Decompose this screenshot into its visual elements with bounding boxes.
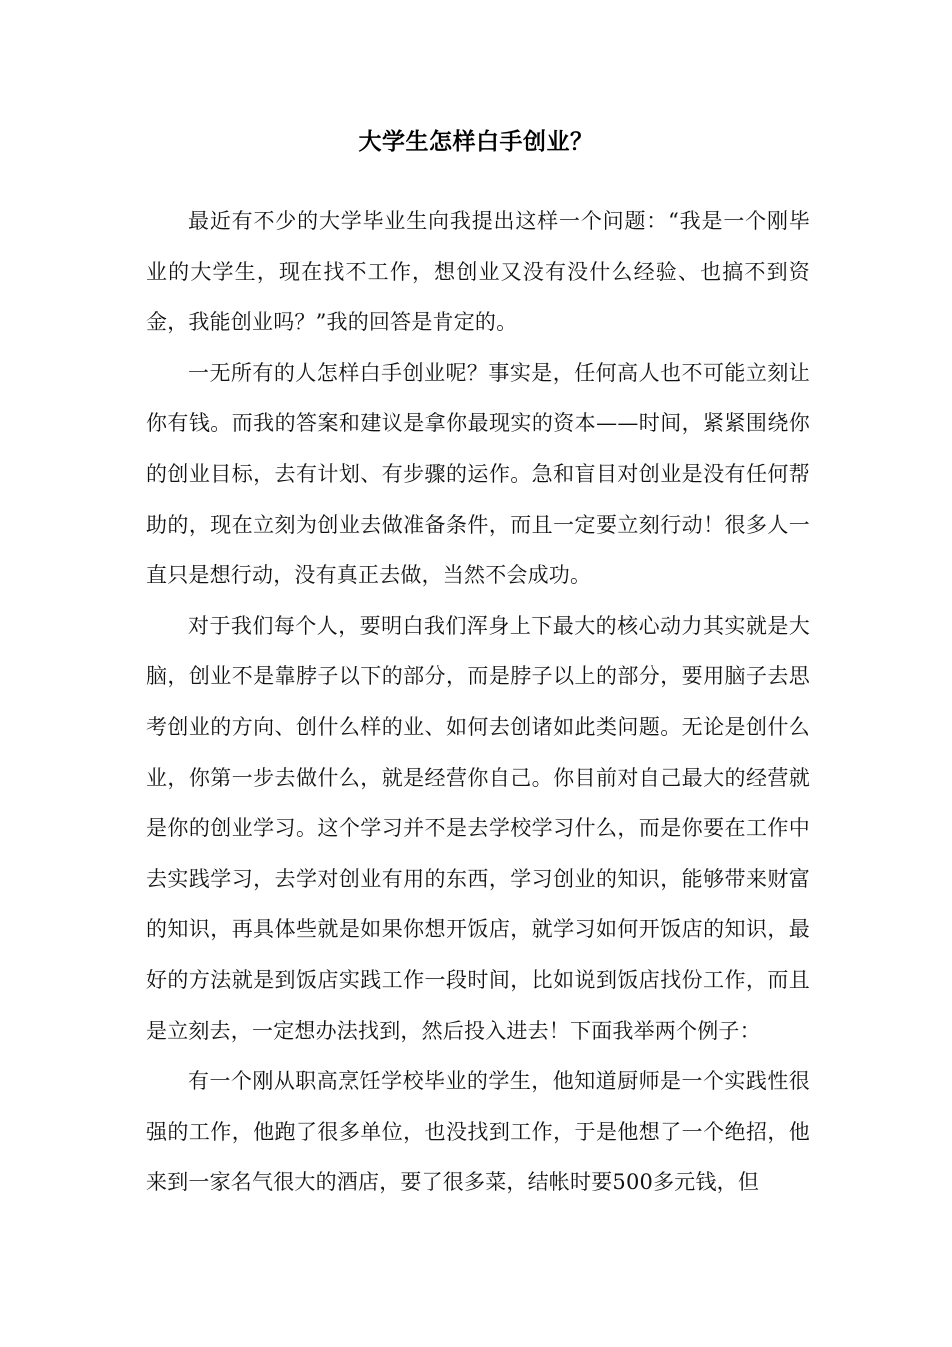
- paragraph-1: 最近有不少的大学毕业生向我提出这样一个问题：“我是一个刚毕业的大学生，现在找不工作，想创业又没有没什么经验、也搞不到资金，我能创业吗？”我的回答是肯定的。: [146, 209, 810, 335]
- paragraph-4: 有一个刚从职高烹饪学校毕业的学生，他知道厨师是一个实践性很强的工作，他跑了很多单位，也没找到工作，于是他想了一个绝招，他来到一家名气很大的酒店，要了很多菜，结帐时要500多元钱，但: [146, 1069, 810, 1195]
- document-body: [146, 196, 810, 1208]
- document-title: 大学生怎样白手创业？: [358, 129, 594, 155]
- paragraph-2: 一无所有的人怎样白手创业呢？事实是，任何高人也不可能立刻让你有钱。而我的答案和建议是拿你最现实的资本——时间，紧紧围绕你的创业目标，去有计划、有步骤的运作。急和盲目对创业是没有任何帮助的，现在立刻为创业去做准备条件，而且一定要立刻行动！很多人一直只是想行动，没有真正去做，当然不会成功。: [146, 360, 810, 588]
- paragraph-3: 对于我们每个人，要明白我们浑身上下最大的核心动力其实就是大脑，创业不是靠脖子以下的部分，而是脖子以上的部分，要用脑子去思考创业的方向、创什么样的业、如何去创诸如此类问题。无论是创什么业，你第一步去做什么，就是经营你自己。你目前对自己最大的经营就是你的创业学习。这个学习并不是去学校学习什么，而是你要在工作中去实践学习，去学对创业有用的东西，学习创业的知识，能够带来财富的知识，再具体些就是如果你想开饭店，就学习如何开饭店的知识，最好的方法就是到饭店实践工作一段时间，比如说到饭店找份工作，而且是立刻去，一定想办法找到，然后投入进去！下面我举两个例子：: [146, 613, 810, 1043]
